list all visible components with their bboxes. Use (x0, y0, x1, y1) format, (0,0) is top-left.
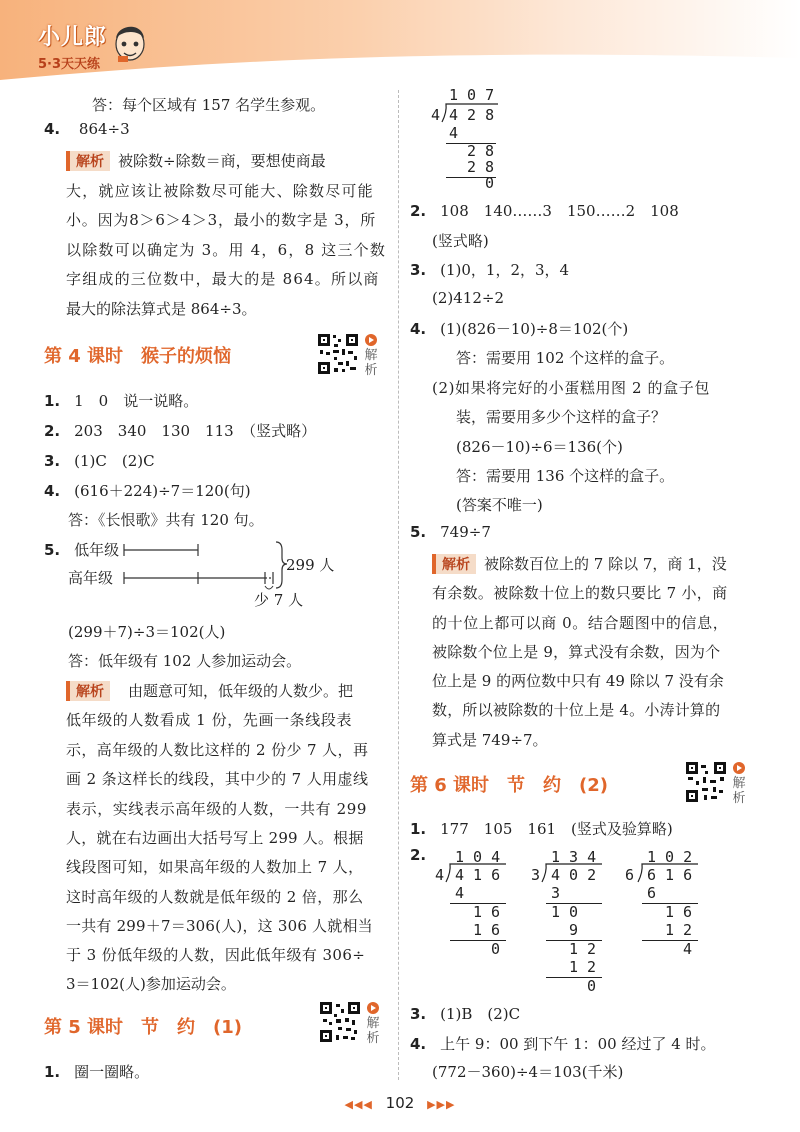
analysis-tag: 解析 (66, 681, 110, 701)
analysis-line: 低年级的人数看成 1 份，先画一条线段表 (66, 711, 353, 729)
analysis-line: 这时高年级的人数就是低年级的 2 倍，那么 (66, 888, 364, 906)
analysis-line: 大，就应该让被除数尽可能大、除数尽可能 (66, 182, 374, 200)
column-divider (398, 90, 399, 1080)
list-item: 1. 圈一圈略。 (44, 1063, 150, 1081)
play-icon (365, 334, 377, 346)
qr-label: 解析 (364, 334, 378, 378)
list-item: 2. (410, 846, 427, 864)
next-arrows-icon: ▶▶▶ (427, 1098, 456, 1111)
analysis-line: 示，高年级的人数比这样的 2 份少 7 人，再 (66, 741, 369, 759)
question-number: 4. (44, 120, 61, 138)
page-number: 102 (385, 1094, 415, 1112)
answer-line: (2)412÷2 (432, 289, 504, 307)
qr-code-icon[interactable] (318, 1000, 362, 1044)
prev-arrows-icon: ◀◀◀ (344, 1098, 373, 1111)
analysis-line: 表示，实线表示高年级的人数，一共有 299 (66, 800, 368, 818)
section-title-lesson-6: 第 6 课时 节 约 (2) (410, 775, 609, 796)
analysis-block-1 (66, 150, 326, 171)
question-5: 5. 749÷7 (410, 523, 491, 541)
qr-label: 解析 (366, 1002, 380, 1046)
analysis-line: 被除数百位上的 7 除以 7，商 1，没 (484, 555, 727, 573)
analysis-line: 3＝102(人)参加运动会。 (66, 975, 236, 993)
analysis-line: 由题意可知，低年级的人数少。把 (128, 682, 354, 700)
segment-total-label: 299 人 (286, 556, 335, 574)
answer-line: 答：每个区域有 157 名学生参观。 (92, 96, 326, 114)
note-line: (竖式略) (432, 232, 489, 250)
question-2: 2. 108 140……3 150……2 108 (410, 202, 679, 220)
answer-line: 答：低年级有 102 人参加运动会。 (68, 652, 302, 670)
question-4: 4. (1)(826－10)÷8＝102(个) (410, 320, 629, 338)
list-item: 1. 177 105 161 (竖式及验算略) (410, 820, 673, 838)
list-item: 4. (616＋224)÷7＝120(句) (44, 482, 251, 500)
brand-series: 5·3天天练 (38, 57, 101, 72)
page-footer (0, 1094, 800, 1112)
analysis-line: 于 3 份低年级的人数，因此低年级有 306÷ (66, 946, 366, 964)
analysis-line: 有余数。被除数十位上的数只要比 7 小，商 (432, 584, 728, 602)
analysis-tag: 解析 (66, 151, 110, 171)
analysis-line: 算式是 749÷7。 (432, 731, 548, 749)
analysis-line: 被除数÷除数＝商，要想使商最 (118, 152, 326, 170)
qr-label: 解析 (732, 762, 746, 806)
list-item: 3. (1)C (2)C (44, 452, 155, 470)
analysis-line: 位上是 9 的两位数中只有 49 除以 7 没有余 (432, 672, 724, 690)
brand-name: 小儿郎 (38, 25, 108, 50)
analysis-line: 以除数可以确定为 3。用 4，6，8 这三个数 (66, 241, 387, 259)
answer-line: 装，需要用多少个这样的盒子？ (456, 408, 667, 426)
analysis-tag: 解析 (432, 554, 476, 574)
analysis-block-3 (432, 553, 727, 574)
calc-line: (772－360)÷4＝103(千米) (432, 1063, 624, 1081)
analysis-line: 的十位上都可以商 0。结合题图中的信息， (432, 614, 729, 632)
analysis-line: 数，所以被除数的十位上是 4。小涛计算的 (432, 701, 721, 719)
calc-line: (826－10)÷6＝136(个) (456, 438, 623, 456)
note-line: (答案不唯一) (456, 496, 543, 514)
analysis-line: 线段图可知，如果高年级的人数加上 7 人， (66, 858, 364, 876)
calc-line: (299＋7)÷3＝102(人) (68, 623, 226, 641)
list-item: 1. 1 0 说一说略。 (44, 392, 199, 410)
question-text: 864÷3 (78, 120, 130, 138)
question-5: 5. 低年级 (44, 541, 120, 559)
analysis-line: 字组成的三位数中，最大的是 864。所以商 (66, 270, 380, 288)
answer-line: 答：《长恨歌》共有 120 句。 (68, 511, 264, 529)
section-title-lesson-5: 第 5 课时 节 约 (1) (44, 1017, 243, 1038)
question-4 (44, 120, 130, 138)
section-title-lesson-4: 第 4 课时 猴子的烦恼 (44, 346, 232, 367)
play-icon (367, 1002, 379, 1014)
qr-code-icon[interactable] (316, 332, 360, 376)
analysis-block-2 (66, 680, 353, 701)
analysis-line: 被除数个位上是 9，算式没有余数，因为个 (432, 643, 721, 661)
list-item: 4. 上午 9：00 到下午 1：00 经过了 4 时。 (410, 1035, 716, 1053)
qr-code-icon[interactable] (684, 760, 728, 804)
analysis-line: 一共有 299＋7＝306(人)，这 306 人就相当 (66, 917, 373, 935)
play-icon (733, 762, 745, 774)
list-item: 3. (1)B (2)C (410, 1005, 521, 1023)
mascot-icon (112, 20, 148, 64)
analysis-line: 人，就在右边画出大括号写上 299 人。根据 (66, 829, 364, 847)
question-3: 3. (1)0，1，2，3，4 (410, 261, 570, 279)
brand-logo (38, 20, 107, 72)
analysis-line: 最大的除法算式是 864÷3。 (66, 300, 257, 318)
segment-label-high: 高年级 (68, 569, 114, 587)
line-segment-diagram (110, 536, 290, 596)
list-item: 2. 203 340 130 113 （竖式略） (44, 422, 317, 440)
segment-less-label: 少 7 人 (254, 591, 304, 609)
analysis-line: 小。因为8＞6＞4＞3，最小的数字是 3，所 (66, 211, 377, 229)
answer-line: 答：需要用 136 个这样的盒子。 (456, 467, 675, 485)
answer-line: 答：需要用 102 个这样的盒子。 (456, 349, 675, 367)
analysis-line: 画 2 条这样长的线段，其中少的 7 人用虚线 (66, 770, 369, 788)
answer-line: (2)如果将完好的小蛋糕用图 2 的盒子包 (432, 379, 710, 397)
